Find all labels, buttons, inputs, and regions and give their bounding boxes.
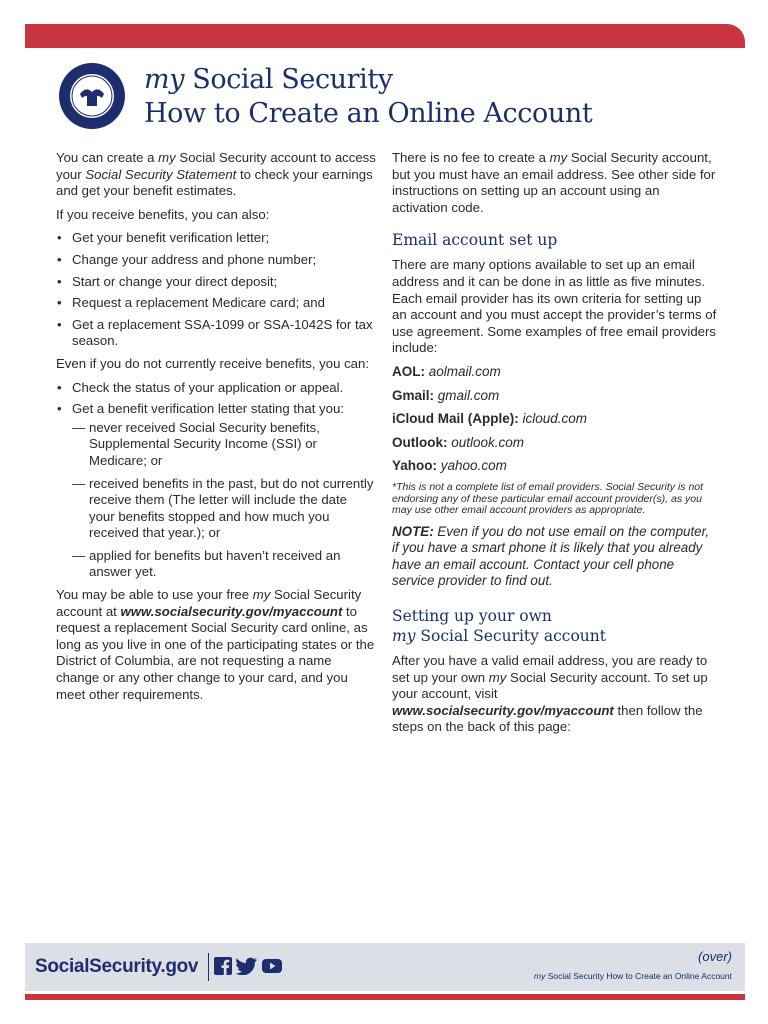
email-heading: Email account set up <box>392 231 558 250</box>
right-column <box>392 150 718 743</box>
setup-paragraph: After you have a valid email address, you are ready to set up your own my Social Security account. To set up your account, visit www.socialsecurity.gov/myaccount then follow the steps on the back of this page: <box>392 653 708 735</box>
intro-paragraph: You can create a my Social Security account to access your Social Security Statement to check your earnings and get your benefit estimates. <box>56 150 376 199</box>
provider-yahoo: Yahoo: yahoo.com <box>392 458 507 474</box>
provider-link[interactable]: outlook.com <box>451 434 525 450</box>
facebook-icon[interactable] <box>214 957 232 975</box>
list-item: — received benefits in the past, but do not currently receive them (The letter will include the date your benefits stopped and how much you received that year.); or <box>72 476 376 542</box>
setup-heading: Setting up your own my Social Security account <box>392 607 606 646</box>
youtube-icon[interactable] <box>262 957 282 975</box>
provider-link[interactable]: yahoo.com <box>440 458 507 474</box>
list-item: — never received Social Security benefits, Supplemental Security Income (SSI) or Medicare; or <box>72 420 376 470</box>
replacement-card-paragraph: You may be able to use your free my Social Security account at www.socialsecurity.gov/myaccount to request a replacement Social Security card online, as long as you live in one of the participating states or the District of Columbia, are not requesting a name change or any other change to your card, and you meet other requirements. <box>56 587 375 702</box>
footer-red-stripe <box>25 994 745 1000</box>
social-links <box>214 957 282 975</box>
disclaimer: *This is not a complete list of email providers. Social Security is not endorsing any of these particular email account provider(s), as you may use other email account providers as appropriate. <box>392 480 704 517</box>
benefits-list <box>56 230 376 350</box>
provider-outlook: Outlook: outlook.com <box>392 434 525 450</box>
list-item: — applied for benefits but haven’t received an answer yet. <box>72 548 376 581</box>
over-label: (over) <box>698 949 732 964</box>
provider-gmail: Gmail: gmail.com <box>392 387 500 403</box>
myaccount-link[interactable]: www.socialsecurity.gov/myaccount <box>120 603 343 619</box>
title-line-1: my Social Security <box>144 64 393 95</box>
footer-subtitle: my Social Security How to Create an Online Account <box>534 971 732 981</box>
left-column <box>56 150 376 710</box>
list-item: • Get a replacement SSA-1099 or SSA-1042S for tax season. <box>56 317 376 350</box>
list-item: • Start or change your direct deposit; <box>56 274 376 291</box>
list-item: • Check the status of your application or appeal. <box>56 380 376 397</box>
email-paragraph: There are many options available to set up an email address and it can be done in as little as five minutes. Each email provider has its own criteria for setting up an account and you must accept the provider’s terms of use agreement. Some examples of free email providers include: <box>392 257 717 356</box>
footer-divider <box>208 953 209 981</box>
benefits-lead: If you receive benefits, you can also: <box>56 206 270 222</box>
list-item: • Get your benefit verification letter; <box>56 230 376 247</box>
list-item: • Request a replacement Medicare card; and <box>56 295 376 312</box>
list-item: • Change your address and phone number; <box>56 252 376 269</box>
provider-link[interactable]: icloud.com <box>522 411 588 427</box>
twitter-icon[interactable] <box>236 957 258 975</box>
provider-aol: AOL: aolmail.com <box>392 363 501 379</box>
provider-icloud: iCloud Mail (Apple): icloud.com <box>392 411 588 427</box>
letter-conditions-list <box>72 420 376 581</box>
note-paragraph: NOTE: Even if you do not use email on the computer, if you have a smart phone it is likely that you already have an email account. Contact your cell phone service provider to find out. <box>392 523 710 589</box>
title-line-2: How to Create an Online Account <box>144 98 593 129</box>
nonbenefits-list <box>56 380 376 582</box>
nonbenefits-lead: Even if you do not currently receive benefits, you can: <box>56 355 370 371</box>
list-item: • Get a benefit verification letter stating that you: — never received Social Security benefits, Supplemental Security Income (SSI) or Medicare; or — received benefits in the past, but do not currently receive them (The letter will include the date your benefits stopped and how much you received that year.); or — applied for benefits but haven’t received an answer yet. <box>56 401 376 581</box>
footer-brand-link[interactable]: SocialSecurity.gov <box>35 956 199 977</box>
provider-link[interactable]: gmail.com <box>437 387 500 403</box>
provider-link[interactable]: aolmail.com <box>428 363 501 379</box>
myaccount-link[interactable]: www.socialsecurity.gov/myaccount <box>392 702 614 718</box>
top-banner <box>25 24 745 48</box>
fee-paragraph: There is no fee to create a my Social Security account, but you must have an email address. See other side for instructions on setting up an account using an activation code. <box>392 150 716 215</box>
ssa-seal-logo <box>58 62 126 130</box>
